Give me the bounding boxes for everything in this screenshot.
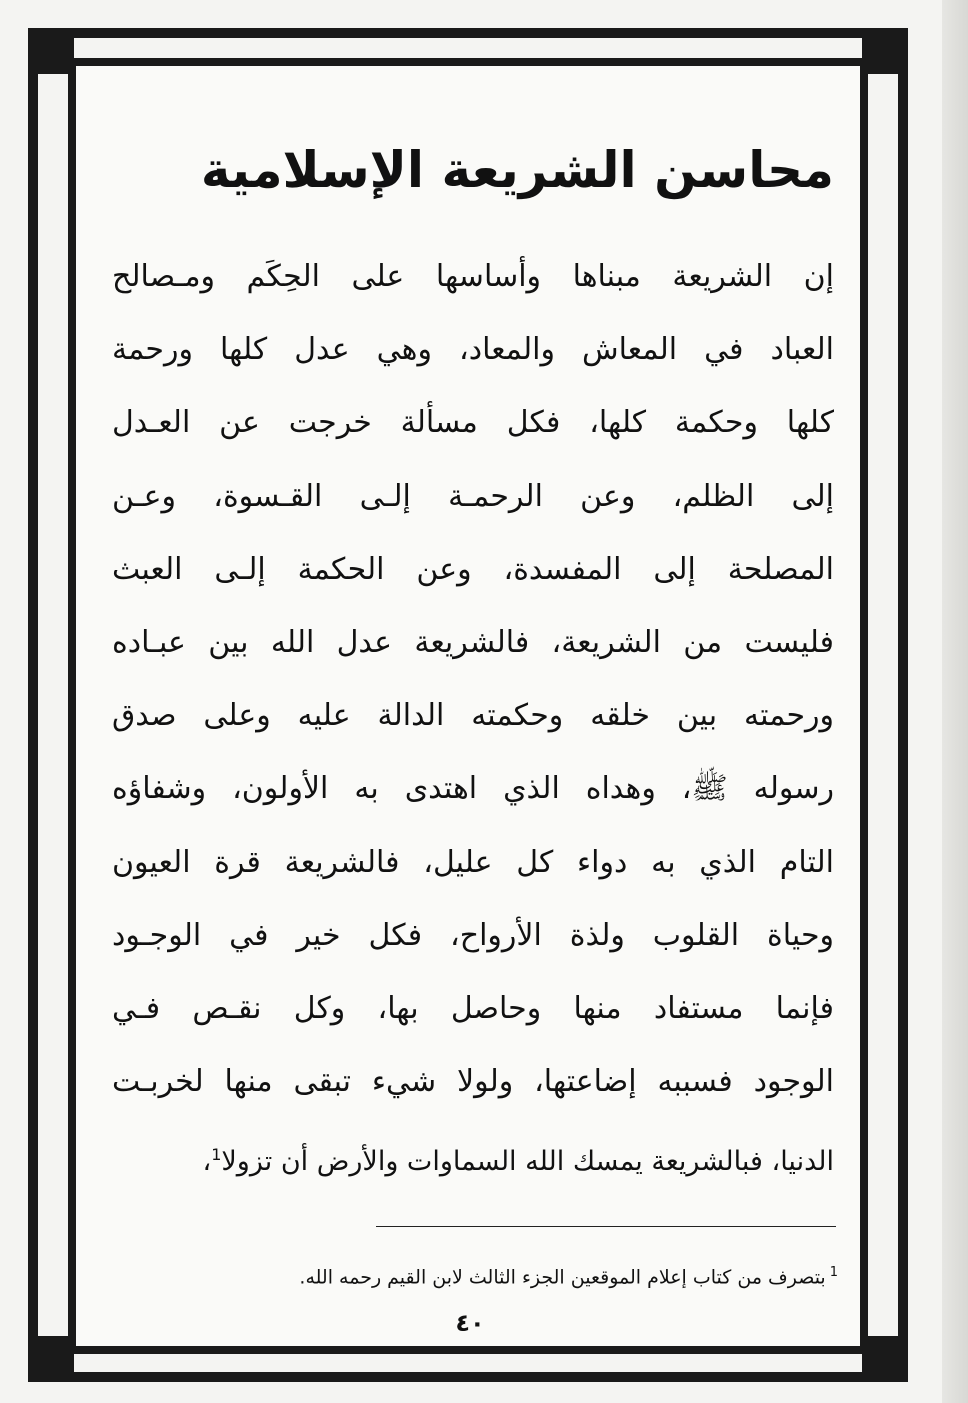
body-line: فليست من الشريعة، فالشريعة عدل الله بين عبـاده <box>112 624 834 660</box>
body-line: وحياة القلوب ولذة الأرواح، فكل خير في الوجـود <box>112 917 834 953</box>
body-line: التام الذي به دواء كل عليل، فالشريعة قرة العيون <box>112 844 834 880</box>
body-line-text: الدنيا، فبالشريعة يمسك الله السماوات والأرض أن تزولا <box>221 1146 834 1178</box>
page-content <box>112 130 834 1191</box>
body-line: إن الشريعة مبناها وأساسها على الحِكَم ومـصالح <box>112 259 834 294</box>
footnote-number: 1 <box>829 1265 838 1280</box>
page-number: ٤٠ <box>455 1309 485 1337</box>
body-line-last <box>112 1118 834 1191</box>
footnote <box>110 1258 838 1292</box>
border-corner-bottom-right <box>862 1336 908 1382</box>
scan-edge-shadow <box>942 0 968 1403</box>
footnote-text: بتصرف من كتاب إعلام الموقعين الجزء الثالث لابن القيم رحمه الله. <box>299 1266 826 1289</box>
body-line: المصلحة إلى المفسدة، وعن الحكمة إلـى العبث <box>112 551 834 587</box>
footnote-divider <box>376 1226 836 1227</box>
body-line: كلها وحكمة كلها، فكل مسألة خرجت عن العـدل <box>112 405 834 441</box>
body-line: فإنما مستفاد منها وحاصل بها، وكل نقـص فـي <box>112 990 834 1026</box>
body-line: الوجود فسببه إضاعتها، ولولا شيء تبقى منها لخربـت <box>112 1064 834 1100</box>
body-line: ورحمته بين خلقه وحكمته الدالة عليه وعلى صدق <box>112 698 834 734</box>
footnote-reference: 1 <box>211 1145 222 1165</box>
body-line: إلى الظلم، وعن الرحمـة إلـى القـسوة، وعـن <box>112 478 834 514</box>
border-corner-top-right <box>862 28 908 74</box>
body-line: رسوله ﷺ، وهداه الذي اهتدى به الأولون، وشفاؤه <box>112 771 834 807</box>
body-text <box>112 240 834 1191</box>
footnote-ref-suffix: ، <box>202 1146 212 1178</box>
body-line: العباد في المعاش والمعاد، وهي عدل كلها ورحمة <box>112 332 834 368</box>
page-title: محاسن الشريعة الإسلامية <box>200 141 834 199</box>
